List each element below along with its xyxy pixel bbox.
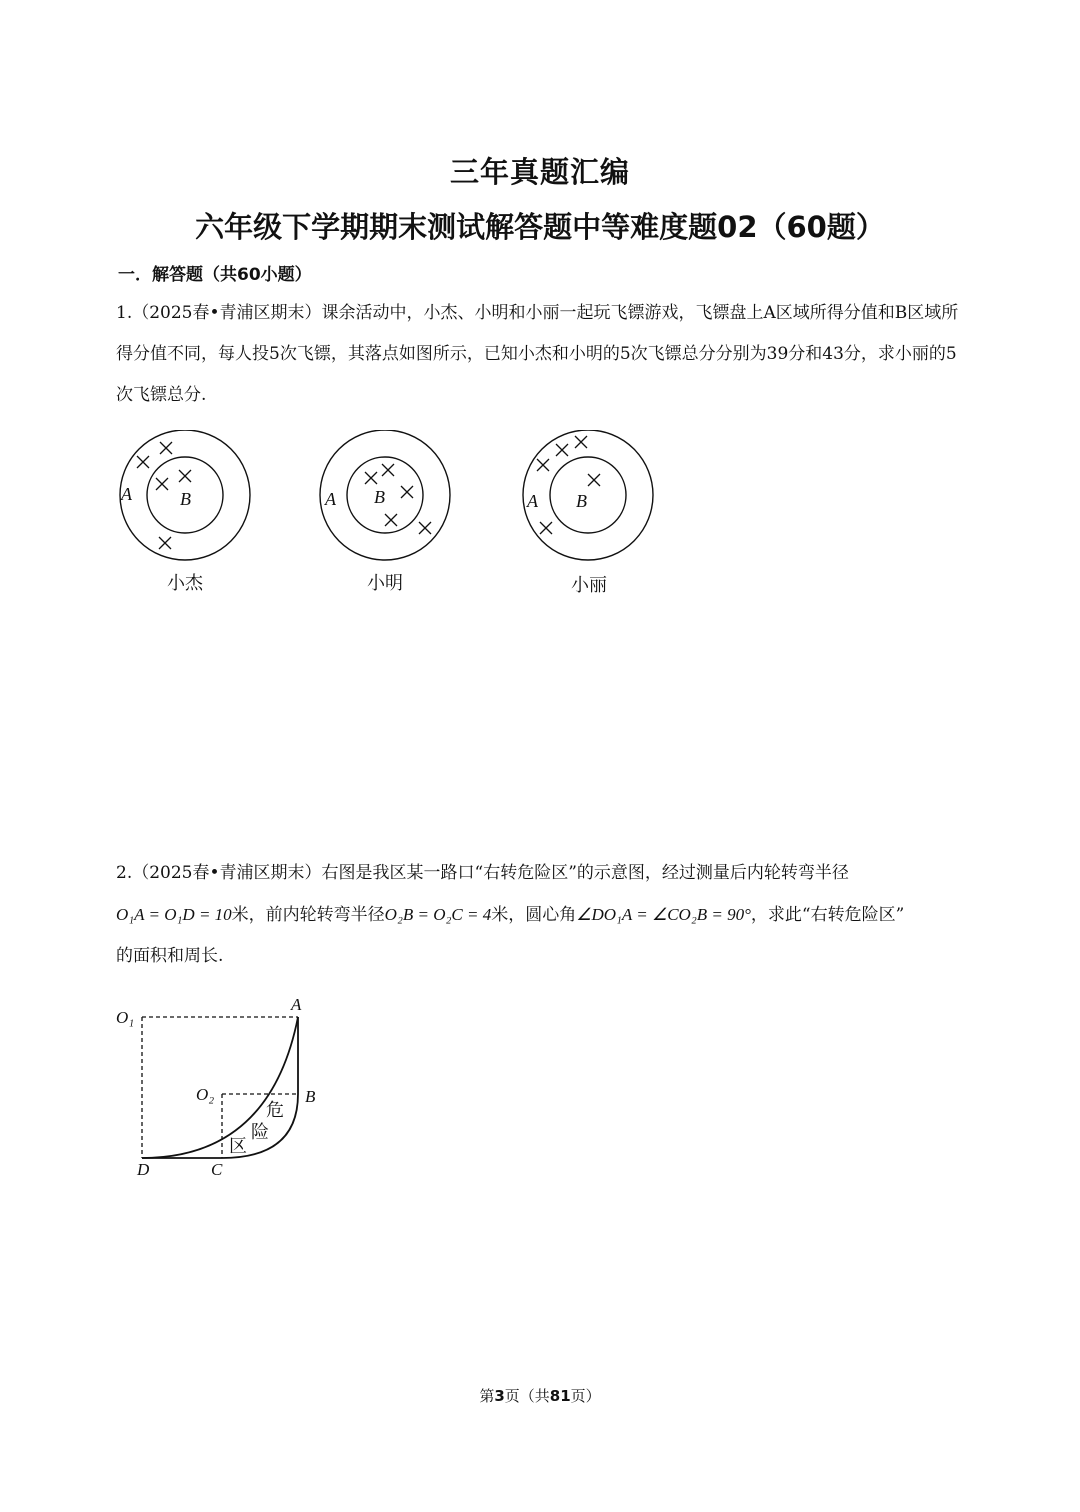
question-2-line-3: 的面积和周长.	[116, 946, 224, 966]
footer-suffix: 页）	[570, 1387, 601, 1405]
radius-equation-2: O₂B = O₂C = 4	[384, 905, 492, 924]
zone-char-3: 区	[229, 1136, 247, 1156]
question-2-text-1: 米，前内轮转弯半径	[231, 905, 385, 925]
footer-prefix: 第	[479, 1387, 495, 1405]
label-b: B	[305, 1087, 316, 1106]
board-1-label-a: A	[121, 484, 132, 504]
footer-mid: 页（共	[504, 1387, 550, 1405]
board-3-caption: 小丽	[571, 575, 607, 595]
footer-total-pages: 81	[549, 1387, 571, 1405]
board-1-caption: 小杰	[167, 573, 203, 593]
question-2-line-2	[116, 894, 966, 936]
board-2-label-b: B	[374, 487, 385, 507]
label-a: A	[291, 995, 302, 1014]
page-title: 三年真题汇编	[449, 155, 630, 189]
label-o1: O₁	[116, 1008, 135, 1027]
zone-char-1: 危	[266, 1100, 284, 1120]
question-2-text-3: ，求此“右转危险区”	[750, 905, 905, 925]
question-2-text-2: 米，圆心角	[491, 905, 577, 925]
question-2-text	[116, 853, 966, 977]
question-2-line-1: 2.（2025春•青浦区期末）右图是我区某一路口“右转危险区”的示意图，经过测量后内轮转弯半径	[116, 863, 849, 883]
section-heading: 一．解答题（共60小题）	[118, 265, 312, 285]
question-1-text: 1.（2025春•青浦区期末）课余活动中，小杰、小明和小丽一起玩飞镖游戏，飞镖盘上A区域所得分值和B区域所得分值不同，每人投5次飞镖，其落点如图所示，已知小杰和小明的5次飞镖总分分别为39分和43分，求小丽的5次飞镖总分.	[116, 303, 959, 405]
angle-equation: ∠DO₁A = ∠CO₂B = 90°	[576, 905, 751, 924]
label-o2: O₂	[196, 1085, 215, 1104]
board-2-label-a: A	[325, 489, 336, 509]
page-footer	[0, 1385, 1080, 1406]
footer-page-number: 3	[494, 1387, 505, 1405]
zone-char-2: 险	[251, 1122, 269, 1142]
board-3-label-a: A	[527, 491, 538, 511]
board-1-label-b: B	[180, 489, 191, 509]
label-c: C	[211, 1160, 223, 1179]
board-3-label-b: B	[576, 491, 587, 511]
board-2-caption: 小明	[367, 573, 403, 593]
radius-equation-1: O₁A = O₁D = 10	[116, 905, 232, 924]
dartboard-figure	[110, 430, 670, 614]
page-subtitle: 六年级下学期期末测试解答题中等难度题02（60题）	[195, 210, 885, 244]
label-d: D	[137, 1160, 150, 1179]
danger-zone-figure	[110, 990, 340, 1194]
